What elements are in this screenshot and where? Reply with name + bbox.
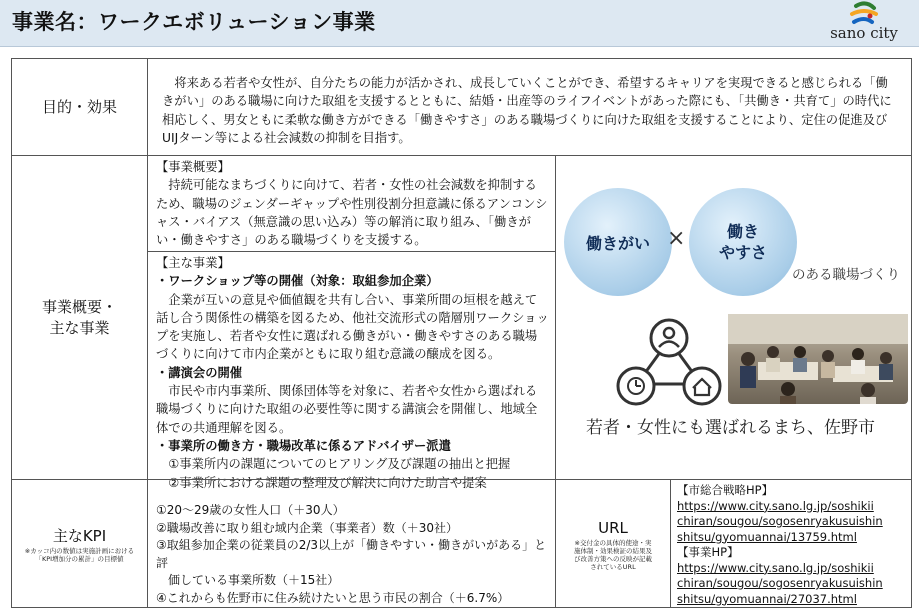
logo-text: sano city [830,24,898,42]
circle-hatarakigai [564,188,672,296]
url-label: URL [598,518,628,537]
people-cycle-icon [614,314,724,414]
main-projects-cell [147,251,556,490]
kpi-items-cell [147,479,556,608]
summary-text: 持続可能なまちづくりに向けて、若者・女性の社会減数を抑制するため、職場のジェンダーギャップや性別役割分担意識に係るアンコンシャス・バイアス（無意識の思い込み）等の解消に取り組み、「働きがい・働きやすさ」のある職場づくりを支援する。 [156,178,548,248]
strategy-hp-link-line2[interactable]: chiran/sougou/sogosenryakusuishin [677,514,883,528]
project-hp-link-line2[interactable]: chiran/sougou/sogosenryakusuishin [677,576,883,590]
url-note-line4: されているURL [590,562,636,571]
purpose-text: 将来ある若者や女性が、自分たちの能力が活かされ、成長していくことができ、希望するキャリアを実現できると感じられる「働きがい」のある職場に向けた取組を支援するとともに、結婚・出産等のライフイベントがあった際にも、「共働き・共育て」の時代に相応しく、男女ともに柔軟な働き方ができる「働きやすさ」のある職場づくりに向けた取組を支援することにより、定住の促進及びUIJターン等による社会減数の抑制を目指す。 [162,76,892,145]
visual-panel [555,155,912,480]
advisor-title: ・事業所の働き方・職場改革に係るアドバイザー派遣 [156,438,451,453]
advisor-sub1: ①事業所内の課題についてのヒアリング及び課題の抽出と把握 [156,457,511,472]
slogan: 若者・女性にも選ばれるまち、佐野市 [586,418,875,438]
circle-hatarakiyasusa-line1: 働き [726,222,759,241]
kpi-item-3-cont: 価している事業所数（＋15社） [156,573,340,587]
main-projects-heading: 【主な事業】 [156,256,230,270]
purpose-text-cell [147,58,912,156]
project-hp-link-line1[interactable]: https://www.city.sano.lg.jp/soshikii [677,560,874,575]
purpose-label: 目的・効果 [41,97,117,116]
lecture-title: ・講演会の開催 [156,365,243,380]
url-links-cell [670,479,912,608]
summary-heading: 【事業概要】 [156,160,230,174]
circle-hatarakiyasusa-line2: やすさ [718,243,767,262]
url-label-cell [555,479,671,608]
workplace-suffix: のある職場づくり [792,267,900,283]
strategy-hp-link-line1[interactable]: https://www.city.sano.lg.jp/soshikii [677,498,874,513]
purpose-label-cell [11,58,148,156]
url-note-line3: び改善方策への反映が記載 [574,554,652,563]
workshop-text: 企業が互いの意見や価値観を共有し合い、事業所間の垣根を越えて話し合う関係性の構築を図るため、他社交流形式の階層別ワークショップを実施し、若者や女性に選ばれる働きがい・働きやすさのある職場づくりに向けて市内企業がともに取り組む意識の醸成を図る。 [156,292,549,362]
kpi-label-cell [11,479,148,608]
overview-label-line2: 主な事業 [49,318,110,337]
overview-label-cell [11,155,148,480]
url-heading-project: 【事業HP】 [677,545,739,559]
lecture-text: 市民や市内事業所、関係団体等を対象に、若者や女性から選ばれる職場づくりに向けた取組の必要性等に関する講演会を開催し、地域全体での共通理解を図る。 [156,384,538,435]
times-symbol: × [667,226,686,251]
kpi-item-2: ②職場改善に取り組む域内企業（事業者）数（＋30社） [156,520,459,535]
kpi-note-line2: 「KPI増加分の累計」の目標値 [35,554,124,563]
project-hp-link-line3[interactable]: shitsu/gyomuannai/27037.html [677,591,857,606]
overview-label-line1: 事業概要・ [41,297,117,316]
header-bar [0,0,919,47]
summary-cell [147,155,556,252]
workshop-title: ・ワークショップ等の開催（対象：取組参加企業） [156,274,439,289]
circle-hatarakiyasusa [689,188,797,296]
kpi-item-3: ③取組参加企業の従業員の2/3以上が「働きやすい・働きがいがある」と評 [156,538,547,570]
workshop-photo-illustration [728,314,908,404]
kpi-note-line1: ※カッコ内の数値は実施計画における [24,546,135,555]
kpi-item-4: ④これからも佐野市に住み続けたいと思う市民の割合（＋6.7%） [156,590,510,605]
advisor-sub2: ②事業所における課題の整理及び解決に向けた助言や提案 [156,475,487,490]
url-heading-strategy: 【市総合戦略HP】 [677,483,774,497]
kpi-item-1: ①20～29歳の女性人口（＋30人） [156,503,345,517]
circle-hatarakigai-text: 働きがい [585,233,650,253]
kpi-label: 主なKPI [52,526,107,545]
logo-mark-icon [814,2,914,26]
sano-city-logo [814,2,914,44]
url-note-line1: ※交付金の具体的使途・実 [574,538,652,547]
page-title: 事業名：ワークエボリューション事業 [12,10,376,34]
strategy-hp-link-line3[interactable]: shitsu/gyomuannai/13759.html [677,529,857,544]
workshop-photo [728,314,908,404]
url-note-line2: 施体制・効果検証の結果及 [574,546,652,555]
